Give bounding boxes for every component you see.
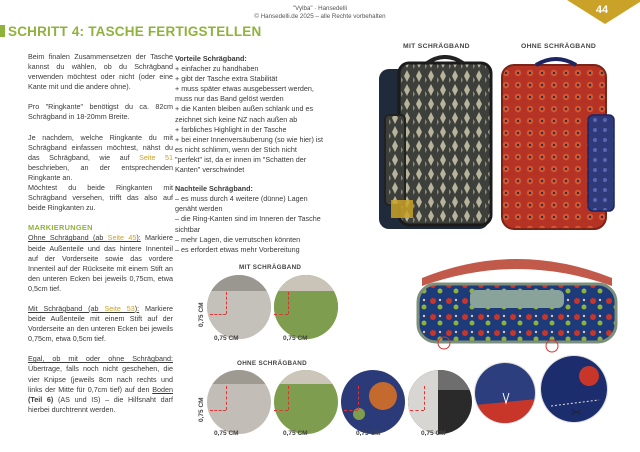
- nachteile-item: – es erfordert etwas mehr Vorbereitung: [175, 244, 300, 254]
- ohne-schraegband-paragraph: [28, 233, 173, 294]
- middle-text-column: [175, 54, 325, 255]
- boden-term: Boden: [152, 384, 173, 394]
- vorteile-item: + gibt der Tasche extra Stabilität: [175, 74, 278, 84]
- text-span: ):: [134, 303, 140, 313]
- mark-line: [226, 292, 227, 314]
- header-line-1: "Vylba" · Hansedelli: [292, 5, 348, 12]
- text-span: Markiere beide Außenteile mit einem Stift auf der Vorderseite an den unteren Ecken bei jeweils 0,75cm, etwa 0,5cm tief.: [28, 303, 173, 344]
- text-span: Mit Schrägband (ab: [28, 303, 105, 313]
- vertical-measure-label: 0,75 CM: [198, 302, 205, 327]
- corner-mark-swatch-ohne-4: [408, 370, 472, 434]
- document-header: [0, 5, 640, 20]
- horizontal-measure-label: 0,75 CM: [214, 335, 239, 342]
- text-span: Je nachdem, welche Ringkante du mit Schrägband einfassen möchtest, nähst du das Schrägband, wie auf: [28, 132, 173, 162]
- horizontal-measure-label: 0,75 CM: [356, 430, 381, 437]
- corner-mark-swatch-mit-2: [274, 275, 338, 339]
- mark-line: [274, 314, 288, 315]
- bag-without-binding-photo: [500, 55, 618, 231]
- page-title: SCHRITT 4: TASCHE FERTIGSTELLEN: [8, 24, 262, 39]
- left-text-column: [28, 52, 173, 425]
- ohne-label: [28, 233, 141, 242]
- nachteile-item: – mehr Lagen, die verrutschen könnten: [175, 234, 301, 244]
- corner-mark-swatch-ohne-3: [341, 370, 405, 434]
- mark-line: [210, 314, 226, 315]
- bag-with-binding-photo: [377, 55, 495, 231]
- mit-schraegband-paragraph: [28, 304, 173, 344]
- horizontal-measure-label: 0,75 CM: [421, 430, 446, 437]
- ohne-schraegband-detail-label: OHNE SCHRÄGBAND: [237, 360, 307, 367]
- nachteile-heading: Nachteile Schrägband:: [175, 184, 253, 194]
- corner-mark-swatch-mit-1: [207, 275, 271, 339]
- mark-line: [226, 386, 227, 410]
- text-span: Übertrage, falls noch nicht geschehen, die vier Knipse (jeweils 8cm nach rechts und links der Mitte für 0,7cm tief) auf den: [28, 364, 173, 394]
- horizontal-measure-label: 0,75 CM: [283, 430, 308, 437]
- vorteile-heading: Vorteile Schrägband:: [175, 54, 247, 63]
- text-span: ):: [136, 233, 141, 243]
- intro-paragraph: Beim finalen Zusammensetzen der Tasche kannst du wählen, ob du Schrägband verwenden möchtest oder nicht (oder eine Kante mit und die andere ohne).: [28, 52, 173, 92]
- vorteile-item: + die Kanten bleiben außen schlank und es zeichnet sich keine NZ nach außen ab: [175, 104, 314, 124]
- egal-paragraph: [28, 354, 173, 415]
- mark-line: [288, 386, 289, 410]
- horizontal-measure-label: 0,75 CM: [283, 335, 308, 342]
- mark-line: [424, 386, 425, 410]
- mit-schraegband-photo-label: MIT SCHRÄGBAND: [403, 43, 470, 50]
- both-edges-paragraph: Möchtest du beide Ringkanten mit Schrägband versehen, trifft das also auf beide Ringkanten zu.: [28, 183, 173, 213]
- header-line-2: © Hansedelli.de 2025 – alle Rechte vorbehalten: [254, 12, 386, 20]
- mark-line: [358, 386, 359, 410]
- nachteile-item: – die Ring-Kanten sind im Inneren der Tasche sichtbar: [175, 214, 321, 234]
- nachteile-item: – es muss durch 4 weitere (dünne) Lagen genäht werden: [175, 194, 308, 214]
- page-45-link[interactable]: Seite 45: [107, 233, 137, 243]
- scissors-icon: ✂: [571, 405, 582, 420]
- text-span: Markiere beide Außenteile und das hintere Innenteil auf der Vorderseite sowie das vordere Innenteil auf der Rückseite mit einem Stift an den unteren Ecken bei jeweils 0,75cm, etwa 0,5cm tief.: [28, 233, 173, 293]
- title-accent-bar: [0, 25, 5, 37]
- notch-closeup-1: [474, 362, 536, 424]
- teil-reference: (Teil 6): [28, 394, 54, 404]
- page-51-link[interactable]: Seite 51: [139, 152, 173, 162]
- mark-line: [274, 410, 288, 411]
- mit-label: [28, 304, 139, 313]
- ohne-schraegband-photo-label: OHNE SCHRÄGBAND: [521, 43, 597, 50]
- mark-line: [410, 410, 424, 411]
- binding-amount-paragraph: Pro "Ringkante" benötigst du ca. 82cm Schrägband in 18-20mm Breite.: [28, 102, 173, 122]
- mit-schraegband-detail-label: MIT SCHRÄGBAND: [239, 264, 302, 271]
- vertical-measure-label: 0,75 CM: [198, 397, 205, 422]
- mark-line: [288, 292, 289, 314]
- page-number: 44: [595, 4, 609, 16]
- corner-mark-swatch-ohne-1: [207, 370, 271, 434]
- mark-line: [210, 410, 226, 411]
- egal-label: Egal, ob mit oder ohne Schrägband:: [28, 354, 173, 364]
- vorteile-item: + bei einer Innenversäuberung (so wie hier) ist es nicht schlimm, wenn der Stich nicht "perfekt" ist, da er innen im "Schatten der Kanten" verschwindet: [175, 134, 324, 175]
- text-span: (AS und IS) – die Hilfsnaht darf hierbei durchtrennt werden.: [28, 394, 173, 414]
- vorteile-item: + muss später etwas ausgebessert werden, muss nur das Band gelöst werden: [175, 84, 314, 104]
- markierungen-heading: MARKIERUNGEN: [28, 223, 93, 233]
- corner-mark-swatch-ohne-2: [274, 370, 338, 434]
- bag-bottom-photo: [412, 248, 622, 356]
- text-span: Ohne Schrägband (ab: [28, 233, 108, 243]
- text-span: beschrieben, an der entsprechenden Ringkante an.: [28, 162, 173, 182]
- vorteile-item: + farbliches Highlight in der Tasche: [175, 124, 287, 134]
- binding-instruction-paragraph: [28, 133, 173, 183]
- mark-line: [344, 410, 358, 411]
- page-53-link[interactable]: Seite 53: [104, 303, 135, 313]
- vorteile-item: + einfacher zu handhaben: [175, 64, 259, 74]
- horizontal-measure-label: 0,75 CM: [214, 430, 239, 437]
